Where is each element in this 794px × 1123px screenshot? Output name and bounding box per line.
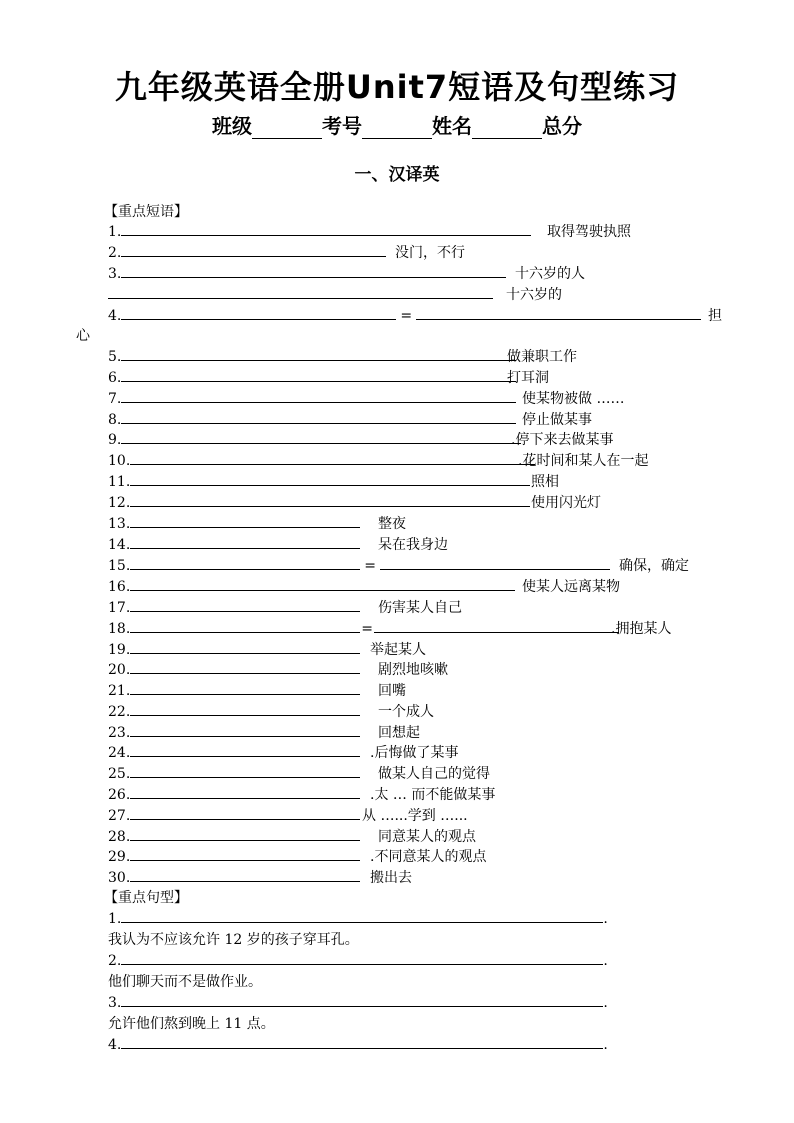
- answer-blank[interactable]: [130, 806, 360, 820]
- phrase-chinese: 回嘴: [378, 683, 406, 699]
- phrase-chinese: .停下来去做某事: [511, 432, 614, 448]
- phrase-chinese: .不同意某人的观点: [370, 849, 487, 865]
- answer-blank[interactable]: [130, 723, 360, 737]
- phrase-row: [108, 743, 360, 763]
- phrase-chinese: 没门，不行: [395, 245, 465, 261]
- phrase-number: 29.: [108, 849, 131, 865]
- phrase-number: 6.: [108, 370, 122, 386]
- equals-sign: =: [400, 308, 413, 324]
- phrase-number: 30.: [108, 870, 131, 886]
- sentence-row: [108, 951, 608, 971]
- answer-blank[interactable]: [130, 640, 360, 654]
- phrase-chinese: .太 … 而不能做某事: [370, 787, 496, 803]
- phrase-chinese: .后悔做了某事: [370, 745, 459, 761]
- phrase-chinese: 伤害某人自己: [378, 600, 462, 616]
- class-label: 班级: [212, 114, 252, 138]
- phrase-row: [108, 806, 360, 826]
- phrase-row: [108, 451, 535, 471]
- phrase-row: [108, 785, 360, 805]
- answer-blank[interactable]: [130, 556, 360, 570]
- answer-blank[interactable]: [121, 264, 506, 278]
- phrase-number: 5.: [108, 349, 122, 365]
- class-blank[interactable]: [252, 120, 322, 139]
- phrase-number: 15.: [108, 558, 131, 574]
- phrase-chinese: 回想起: [378, 725, 420, 741]
- phrase-number: 26.: [108, 787, 131, 803]
- sentence-period: .: [603, 995, 608, 1011]
- sentence-period: .: [603, 953, 608, 969]
- phrase-number: 22.: [108, 704, 131, 720]
- phrase-number: 19.: [108, 642, 131, 658]
- phrase-chinese: 呆在我身边: [378, 537, 448, 553]
- phrase-number: 4.: [108, 308, 122, 324]
- answer-blank[interactable]: [130, 847, 360, 861]
- sentence-blank[interactable]: [121, 909, 603, 923]
- phrase-number: 21.: [108, 683, 131, 699]
- answer-blank[interactable]: [130, 535, 360, 549]
- phrase-chinese: 剧烈地咳嗽: [378, 662, 448, 678]
- phrase-number: 2.: [108, 245, 122, 261]
- phrase-chinese: 搬出去: [370, 870, 412, 886]
- sentence-row: [108, 909, 608, 929]
- answer-blank[interactable]: [130, 868, 360, 882]
- phrase-number: 27.: [108, 808, 131, 824]
- answer-blank[interactable]: [121, 306, 396, 320]
- phrase-row: [108, 827, 360, 847]
- phrase-chinese: 从 …...学到 …...: [362, 808, 468, 824]
- answer-blank[interactable]: [130, 764, 360, 778]
- section-heading: 一、汉译英: [354, 165, 440, 185]
- phrase-row: [108, 306, 701, 326]
- answer-blank[interactable]: [130, 514, 360, 528]
- phrase-number: 18.: [108, 621, 131, 637]
- phrase-number: 23.: [108, 725, 131, 741]
- sentences-header: 【重点句型】: [104, 890, 188, 906]
- phrase-chinese: 十六岁的人: [515, 266, 585, 282]
- phrase-number: 12.: [108, 495, 131, 511]
- page-title: 九年级英语全册Unit7短语及句型练习: [114, 68, 680, 106]
- phrase-row: [108, 222, 531, 242]
- phrase-number: 25.: [108, 766, 131, 782]
- phrase-chinese: 举起某人: [370, 642, 426, 658]
- phrase-chinese: .拥抱某人: [611, 621, 672, 637]
- phrase-row: [108, 389, 516, 409]
- phrase-row: [108, 577, 515, 597]
- answer-blank[interactable]: [130, 743, 360, 757]
- phrase-number: 7.: [108, 391, 122, 407]
- sentence-blank[interactable]: [121, 1035, 603, 1049]
- answer-blank[interactable]: [130, 577, 515, 591]
- phrase-number: 20.: [108, 662, 131, 678]
- sentence-number: 4.: [108, 1037, 122, 1053]
- answer-blank[interactable]: [121, 347, 516, 361]
- phrase-number: 9.: [108, 432, 122, 448]
- phrase-row: [108, 535, 360, 555]
- phrase-chinese: 十六岁的: [506, 287, 562, 303]
- student-info-row: [0, 110, 794, 139]
- phrase-chinese: 照相: [531, 474, 559, 490]
- answer-blank[interactable]: [130, 598, 360, 612]
- phrase-row: [108, 243, 386, 263]
- phrase-row: [108, 681, 360, 701]
- answer-blank[interactable]: [130, 827, 360, 841]
- phrase-row: [108, 472, 530, 492]
- phrase-number: 28.: [108, 829, 131, 845]
- phrase-number: 13.: [108, 516, 131, 532]
- sentence-period: .: [603, 911, 608, 927]
- phrase-chinese: 同意某人的观点: [378, 829, 476, 845]
- phrase-chinese: 一个成人: [378, 704, 434, 720]
- sentence-chinese: 允许他们熬到晚上 11 点。: [108, 1016, 275, 1032]
- sentence-number: 2.: [108, 953, 122, 969]
- name-label: 姓名: [432, 114, 472, 138]
- sentence-number: 1.: [108, 911, 122, 927]
- answer-blank[interactable]: [130, 472, 530, 486]
- answer-blank[interactable]: [130, 660, 360, 674]
- phrase-row: [108, 868, 360, 888]
- phrase-row: [108, 764, 360, 784]
- sentence-row: [108, 993, 608, 1013]
- phrases-header: 【重点短语】: [104, 204, 188, 220]
- phrase-row: [108, 847, 360, 867]
- phrase-row: [108, 514, 360, 534]
- phrase-chinese: 使某物被做 ……: [522, 391, 625, 407]
- number-label: 考号: [322, 114, 362, 138]
- phrase-number: 16.: [108, 579, 131, 595]
- equals-sign: =: [361, 621, 373, 637]
- sentence-period: .: [603, 1037, 608, 1053]
- answer-blank[interactable]: [121, 389, 516, 403]
- sentence-chinese: 他们聊天而不是做作业。: [108, 974, 262, 990]
- phrase-row: [108, 368, 516, 388]
- phrase-number: 10.: [108, 453, 131, 469]
- phrase-chinese: 做兼职工作: [507, 349, 577, 365]
- answer-blank[interactable]: [130, 785, 360, 799]
- answer-blank[interactable]: [374, 619, 619, 633]
- phrase-number: 3.: [108, 266, 122, 282]
- answer-blank[interactable]: [121, 368, 516, 382]
- phrase-row: [108, 493, 530, 513]
- phrase-number: 1.: [108, 224, 122, 240]
- sentence-blank[interactable]: [121, 951, 603, 965]
- answer-blank[interactable]: [130, 493, 530, 507]
- answer-blank[interactable]: [108, 285, 493, 299]
- answer-blank[interactable]: [380, 556, 610, 570]
- phrase-row: [108, 264, 506, 284]
- answer-blank[interactable]: [121, 222, 531, 236]
- phrase-chinese: 做某人自己的觉得: [378, 766, 490, 782]
- phrase-row: [108, 640, 360, 660]
- phrase-chinese: 取得驾驶执照: [547, 224, 631, 240]
- sentence-chinese: 我认为不应该允许 12 岁的孩子穿耳孔。: [108, 932, 359, 948]
- phrase-row: [108, 430, 521, 450]
- phrase-number: 8.: [108, 412, 122, 428]
- phrase-row: [108, 660, 360, 680]
- phrase-number: 24.: [108, 745, 131, 761]
- phrase-chinese: 整夜: [378, 516, 406, 532]
- answer-blank[interactable]: [130, 681, 360, 695]
- phrase-number: 14.: [108, 537, 131, 553]
- sentence-number: 3.: [108, 995, 122, 1011]
- phrase-number: 17.: [108, 600, 131, 616]
- answer-blank[interactable]: [416, 306, 701, 320]
- score-label: 总分: [542, 114, 582, 138]
- phrase-number: 11.: [108, 474, 131, 490]
- sentence-row: [108, 1035, 608, 1055]
- answer-blank[interactable]: [130, 451, 535, 465]
- name-blank[interactable]: [472, 120, 542, 139]
- answer-blank[interactable]: [130, 619, 360, 633]
- answer-blank[interactable]: [121, 430, 521, 444]
- phrase-chinese: 确保，确定: [619, 558, 689, 574]
- number-blank[interactable]: [362, 120, 432, 139]
- phrase-row: [108, 619, 619, 639]
- phrase-row: [108, 410, 516, 430]
- phrase-chinese: 使用闪光灯: [531, 495, 601, 511]
- answer-blank[interactable]: [121, 243, 386, 257]
- phrase-row: [108, 598, 360, 618]
- phrase-chinese: .花时间和某人在一起: [518, 453, 649, 469]
- phrase-row: [108, 556, 610, 576]
- phrase-chinese: 打耳洞: [507, 370, 549, 386]
- phrase-row: [108, 723, 360, 743]
- phrase-chinese: 担: [708, 308, 722, 324]
- phrase-chinese: 停止做某事: [522, 412, 592, 428]
- answer-blank[interactable]: [121, 410, 516, 424]
- phrase-row: [108, 285, 493, 305]
- equals-sign: =: [364, 558, 376, 574]
- phrase-row: [108, 702, 360, 722]
- sentence-blank[interactable]: [121, 993, 603, 1007]
- phrase-chinese: 心: [76, 328, 90, 344]
- phrase-chinese: 使某人远离某物: [522, 579, 620, 595]
- answer-blank[interactable]: [130, 702, 360, 716]
- phrase-row: [108, 347, 516, 367]
